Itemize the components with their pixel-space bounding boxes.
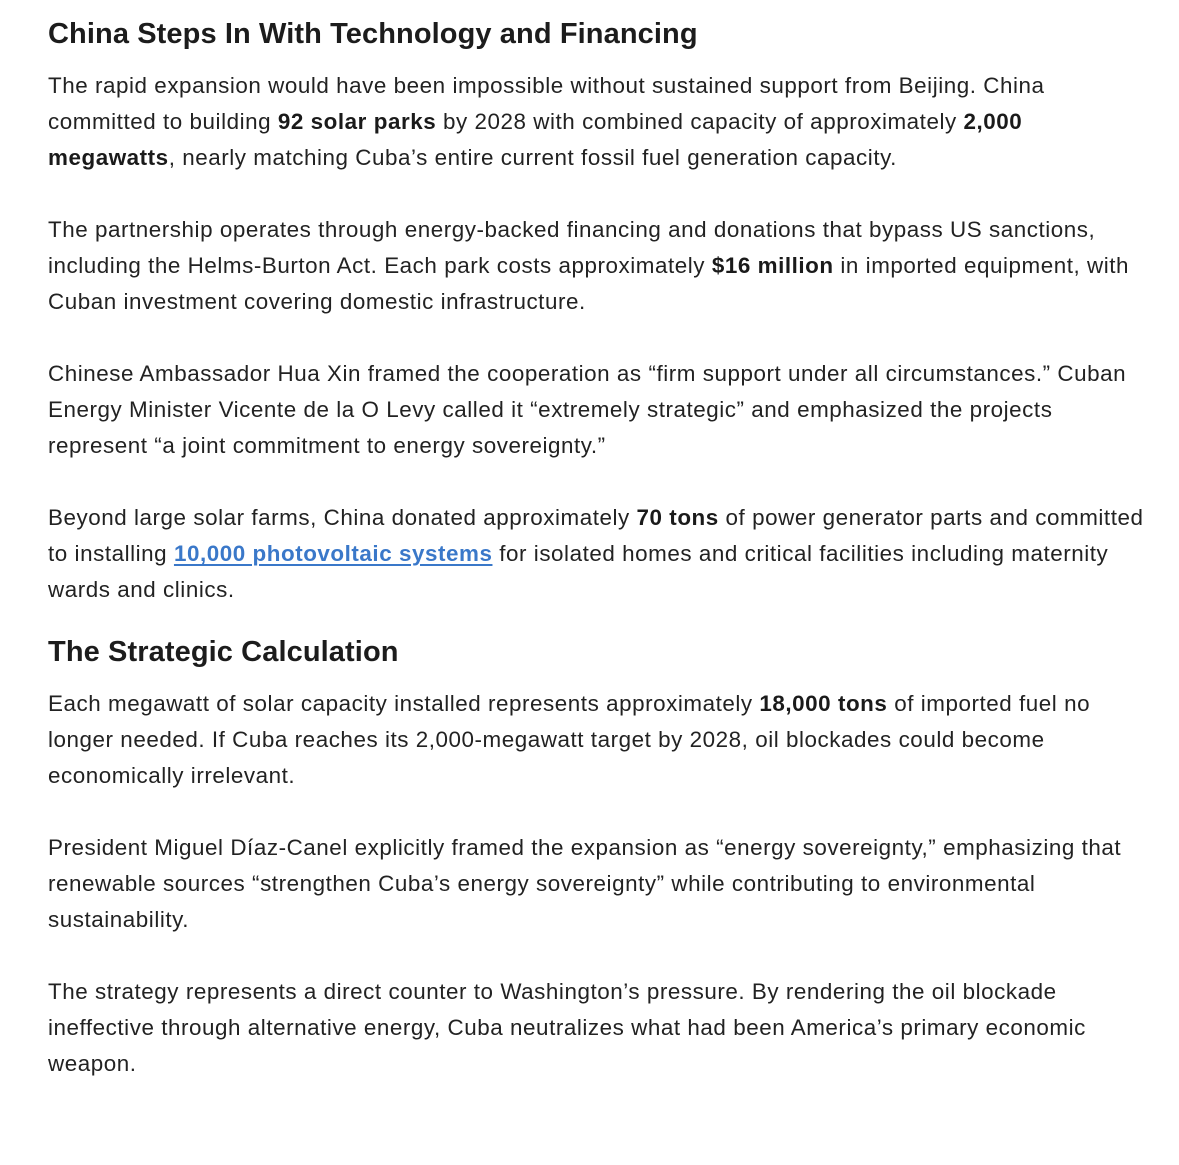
section-heading-strategic-calculation: The Strategic Calculation [48,636,399,668]
paragraph-donations [48,500,1148,608]
highlight-16-million: $16 million [711,253,834,278]
text: , nearly matching Cuba’s entire current fossil fuel generation capacity. [168,145,897,170]
text: President Miguel Díaz-Canel explicitly framed the expansion as “energy sovereignty,” emphasizing that renewable sources “strengthen Cuba’s energy sovereignty” while contributing to environmental sustainability. [48,835,1122,932]
highlight-70-tons: 70 tons [636,505,719,530]
highlight-92-solar-parks: 92 solar parks [277,109,437,134]
section-heading-china-steps-in: China Steps In With Technology and Financing [48,18,698,50]
paragraph-megawatt-fuel [48,686,1148,794]
paragraph-president-quote [48,830,1148,938]
highlight-2000-megawatts: 2,000 megawatts [48,109,1023,170]
text: The strategy represents a direct counter to Washington’s pressure. By rendering the oil blockade ineffective through alternative energy, Cuba neutralizes what had been America’s primary economic weapon. [48,979,1086,1076]
text: in imported equipment, with Cuban investment covering domestic infrastructure. [48,253,1130,314]
text: of power generator parts and committed to installing [48,505,1144,566]
paragraph-ambassador-quote [48,356,1148,464]
text: for isolated homes and critical facilities including maternity wards and clinics. [48,541,1109,602]
article-body [48,14,1148,1118]
paragraph-strategy [48,974,1148,1082]
paragraph-financing [48,212,1148,320]
text: Beyond large solar farms, China donated approximately [48,505,637,530]
text: The partnership operates through energy-backed financing and donations that bypass US sanctions, including the Helms-Burton Act. Each park costs approximately [48,217,1096,278]
link-photovoltaic-systems[interactable]: 10,000 photovoltaic systems [173,541,493,566]
text: Chinese Ambassador Hua Xin framed the cooperation as “firm support under all circumstances.” Cuban Energy Minister Vicente de la O Levy called it “extremely strategic” and emphasized the projects represent “a joint commitment to energy sovereignty.” [48,361,1127,458]
text: of imported fuel no longer needed. If Cuba reaches its 2,000-megawatt target by 2028, oil blockades could become economically irrelevant. [48,691,1091,788]
paragraph-solar-parks [48,68,1148,176]
text: by 2028 with combined capacity of approximately [436,109,964,134]
text: The rapid expansion would have been impossible without sustained support from Beijing. China committed to building [48,73,1045,134]
text: Each megawatt of solar capacity installed represents approximately [48,691,760,716]
highlight-18000-tons: 18,000 tons [759,691,888,716]
